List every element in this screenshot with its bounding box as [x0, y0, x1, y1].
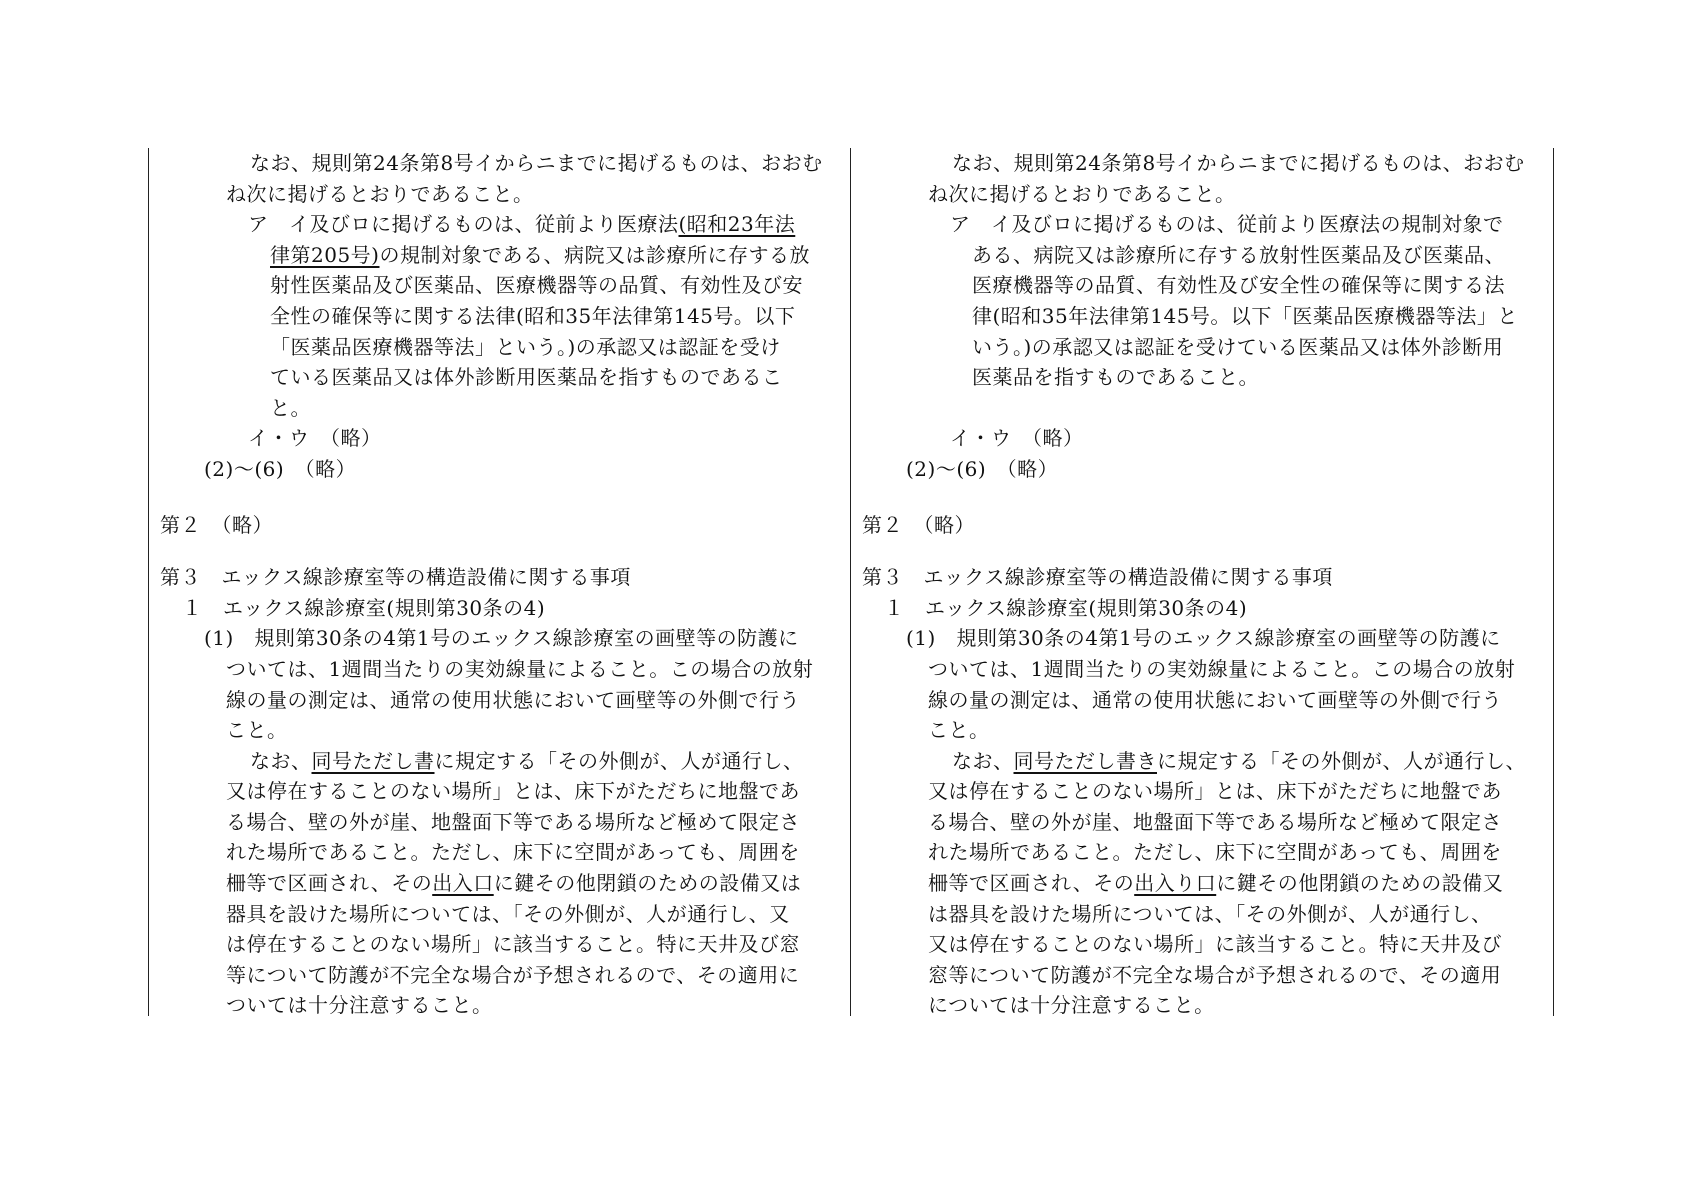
note-line [952, 746, 1652, 777]
note-line: ついては十分注意すること。 [226, 993, 493, 1018]
item-a-line: ている医薬品又は体外診断用医薬品を指すものであるこ [270, 365, 783, 390]
item-i-u-omitted: イ・ウ （略） [950, 426, 1084, 451]
note-line: れた場所であること。ただし、床下に空間があっても、周囲を [226, 840, 800, 865]
item-1-line: 線の量の測定は、通常の使用状態において画壁等の外側で行う [928, 687, 1502, 712]
note-text: に規定する「その外側が、人が通行し、 [434, 748, 804, 773]
right-column-current [862, 148, 1562, 1021]
left-column-revised [160, 148, 860, 1021]
note-line: 又は停在することのない場所」とは、床下がただちに地盤であ [928, 779, 1502, 804]
item-a-line: 律(昭和35年法律第145号。以下「医薬品医療機器等法」と [972, 303, 1518, 328]
note-line [250, 746, 950, 777]
underlined-current: 出入り口 [1134, 871, 1217, 896]
item-a-text: の規制対象である、病院又は診療所に存する放 [379, 242, 810, 267]
item-a-line: 医薬品を指すものであること。 [972, 365, 1259, 390]
note-line: 器具を設けた場所については、「その外側が、人が通行し、又 [226, 901, 790, 926]
note-line [226, 868, 926, 899]
note-line: は停在することのない場所」に該当すること。特に天井及び窓 [226, 932, 800, 957]
section-2-heading: 第２ （略） [160, 512, 273, 537]
subsection-1-heading: １ エックス線診療室(規則第30条の4) [884, 595, 1248, 620]
left-margin-rule [148, 148, 149, 1016]
item-1-line: こと。 [928, 718, 990, 743]
blank-line [972, 393, 1672, 424]
note-text: に規定する「その外側が、人が通行し、 [1157, 748, 1526, 773]
note-line: 等について防護が不完全な場合が予想されるので、その適用に [226, 962, 800, 987]
para-line: なお、規則第24条第8号イからニまでに掲げるものは、おおむ [250, 151, 823, 175]
note-line: る場合、壁の外が崖、地盤面下等である場所など極めて限定さ [928, 809, 1502, 834]
note-line: は器具を設けた場所については、「その外側が、人が通行し、 [928, 901, 1492, 926]
items-2-6-omitted: (2)～(6) （略） [204, 456, 357, 481]
item-a-line: いう。)の承認又は認証を受けている医薬品又は体外診断用 [972, 334, 1504, 359]
note-text: に鍵その他閉鎖のための設備又 [1216, 871, 1504, 896]
item-1-line: ついては、1週間当たりの実効線量によること。この場合の放射 [226, 656, 814, 681]
underlined-amendment: 出入口 [432, 871, 494, 896]
item-a-text: ア イ及びロに掲げるものは、従前より医療法 [248, 212, 679, 237]
subsection-1-heading: １ エックス線診療室(規則第30条の4) [182, 595, 546, 620]
note-text: なお、 [250, 748, 312, 773]
item-a-line: ア イ及びロに掲げるものは、従前より医療法の規制対象で [950, 212, 1504, 237]
note-line: 又は停在することのない場所」とは、床下がただちに地盤であ [226, 779, 800, 804]
item-1-line: 線の量の測定は、通常の使用状態において画壁等の外側で行う [226, 687, 800, 712]
items-2-6-omitted: (2)～(6) （略） [906, 456, 1059, 481]
section-3-heading: 第３ エックス線診療室等の構造設備に関する事項 [862, 565, 1333, 590]
note-text: なお、 [952, 748, 1014, 773]
underlined-amendment: 律第205号) [270, 242, 380, 267]
note-text: 柵等で区画され、その [928, 871, 1135, 896]
item-1-line: (1) 規則第30条の4第1号のエックス線診療室の画壁等の防護に [204, 626, 799, 651]
note-text: に鍵その他閉鎖のための設備又は [493, 871, 802, 896]
item-a-line: ある、病院又は診療所に存する放射性医薬品及び医薬品、 [972, 242, 1505, 267]
note-line: 窓等について防護が不完全な場合が予想されるので、その適用 [928, 962, 1502, 987]
note-line: る場合、壁の外が崖、地盤面下等である場所など極めて限定さ [226, 809, 800, 834]
note-line [928, 868, 1628, 899]
section-3-heading: 第３ エックス線診療室等の構造設備に関する事項 [160, 565, 631, 590]
item-1-line: こと。 [226, 718, 288, 743]
note-text: 柵等で区画され、その [226, 871, 433, 896]
item-a-line: 医療機器等の品質、有効性及び安全性の確保等に関する法 [972, 273, 1505, 298]
item-a-line [248, 209, 948, 240]
section-2-heading: 第２ （略） [862, 512, 975, 537]
item-a-line: 全性の確保等に関する法律(昭和35年法律第145号。以下 [270, 303, 796, 328]
item-a-line: 射性医薬品及び医薬品、医療機器等の品質、有効性及び安 [270, 273, 803, 298]
note-line: については十分注意すること。 [928, 993, 1215, 1018]
item-1-line: ついては、1週間当たりの実効線量によること。この場合の放射 [928, 656, 1516, 681]
item-i-u-omitted: イ・ウ （略） [248, 426, 382, 451]
item-a-line: と。 [270, 395, 311, 420]
para-line: なお、規則第24条第8号イからニまでに掲げるものは、おおむ [952, 151, 1525, 175]
note-line: れた場所であること。ただし、床下に空間があっても、周囲を [928, 840, 1502, 865]
para-line: ね次に掲げるとおりであること。 [226, 181, 534, 206]
item-1-line: (1) 規則第30条の4第1号のエックス線診療室の画壁等の防護に [906, 626, 1501, 651]
underlined-current: 同号ただし書き [1013, 748, 1157, 773]
underlined-amendment: (昭和23年法 [678, 212, 796, 237]
item-a-line: 「医薬品医療機器等法」という。)の承認又は認証を受け [270, 334, 781, 359]
underlined-amendment: 同号ただし書 [311, 748, 435, 773]
note-line: 又は停在することのない場所」に該当すること。特に天井及び [928, 932, 1502, 957]
para-line: ね次に掲げるとおりであること。 [928, 181, 1236, 206]
